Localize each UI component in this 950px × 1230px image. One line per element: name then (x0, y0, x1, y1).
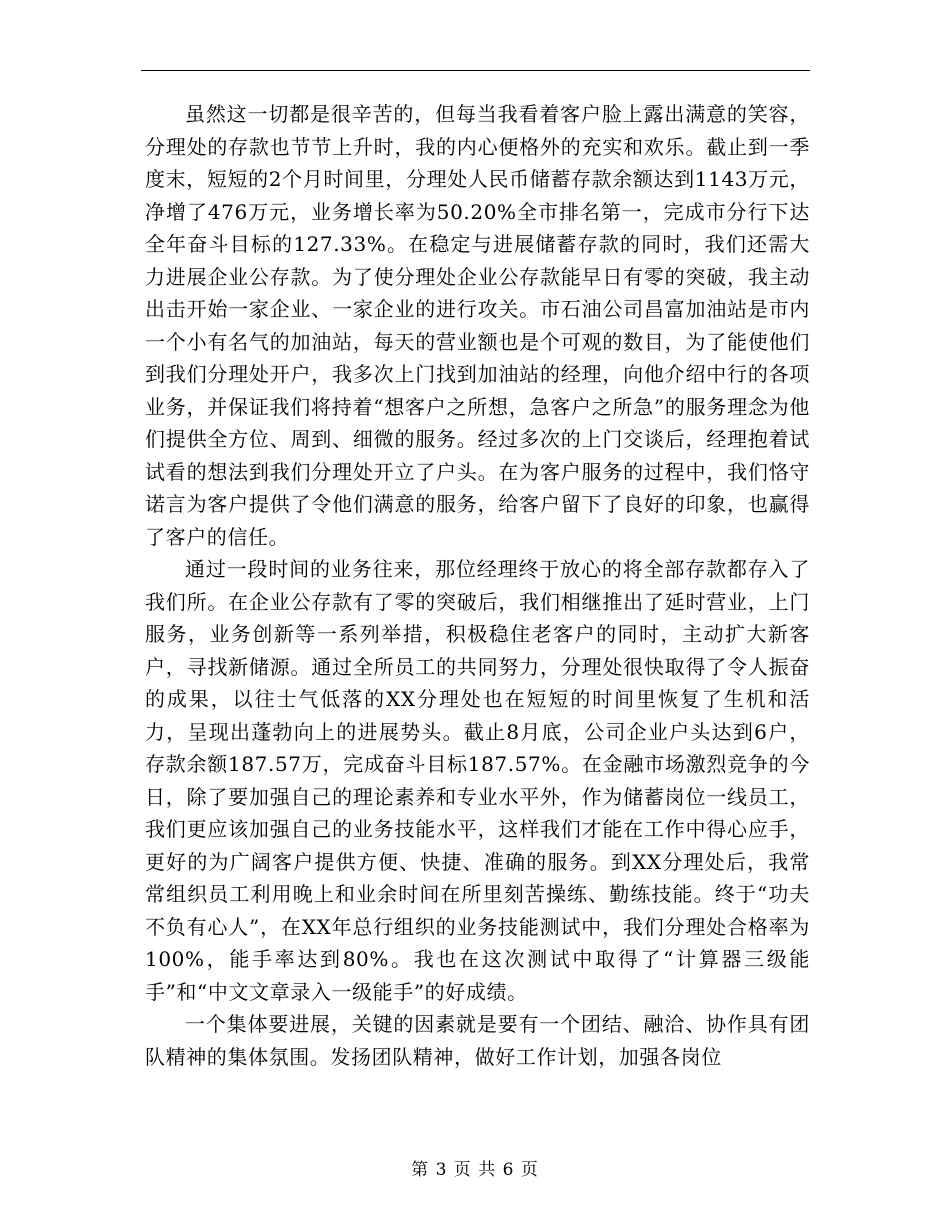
paragraph: 虽然这一切都是很辛苦的，但每当我看着客户脸上露出满意的笑容，分理处的存款也节节上升时，我的内心便格外的充实和欢乐。截止到一季度末，短短的2个月时间里，分理处人民币储蓄存款余额达到1143万元，净增了476万元，业务增长率为50.20%全市排名第一，完成市分行下达全年奋斗目标的127.33%。在稳定与进展储蓄存款的同时，我们还需大力进展企业公存款。为了使分理处企业公存款能早日有零的突破，我主动出击开始一家企业、一家企业的进行攻关。市石油公司昌富加油站是市内一个小有名气的加油站，每天的营业额也是个可观的数目，为了能使他们到我们分理处开户，我多次上门找到加油站的经理，向他介绍中行的各项业务，并保证我们将持着“想客户之所想，急客户之所急”的服务理念为他们提供全方位、周到、细微的服务。经过多次的上门交谈后，经理抱着试试看的想法到我们分理处开立了户头。在为客户服务的过程中，我们恪守诺言为客户提供了令他们满意的服务，给客户留下了良好的印象，也赢得了客户的信任。 (145, 102, 810, 549)
paragraph: 通过一段时间的业务往来，那位经理终于放心的将全部存款都存入了我们所。在企业公存款有了零的突破后，我们相继推出了延时营业，上门服务，业务创新等一系列举措，积极稳住老客户的同时，主动扩大新客户，寻找新储源。通过全所员工的共同努力，分理处很快取得了令人振奋的成果，以往士气低落的XX分理处也在短短的时间里恢复了生机和活力，呈现出蓬勃向上的进展势头。截止8月底，公司企业户头达到6户，存款余额187.57万，完成奋斗目标187.57%。在金融市场激烈竞争的今日，除了要加强自己的理论素养和专业水平外，作为储蓄岗位一线员工，我们更应该加强自己的业务技能水平，这样我们才能在工作中得心应手，更好的为广阔客户提供方便、快捷、准确的服务。到XX分理处后，我常常组织员工利用晚上和业余时间在所里刻苦操练、勤练技能。终于“功夫不负有心人”，在XX年总行组织的业务技能测试中，我们分理处合格率为100%，能手率达到80%。我也在这次测试中取得了“计算器三级能手”和“中文文章录入一级能手”的好成绩。 (145, 557, 810, 1004)
page-number: 第 3 页 共 6 页 (411, 1160, 539, 1180)
header-rule (141, 70, 810, 71)
paragraph: 一个集体要进展，关键的因素就是要有一个团结、融洽、协作具有团队精神的集体氛围。发扬团队精神，做好工作计划，加强各岗位 (145, 1012, 810, 1069)
document-body (145, 98, 810, 1073)
page-footer (0, 1155, 950, 1180)
